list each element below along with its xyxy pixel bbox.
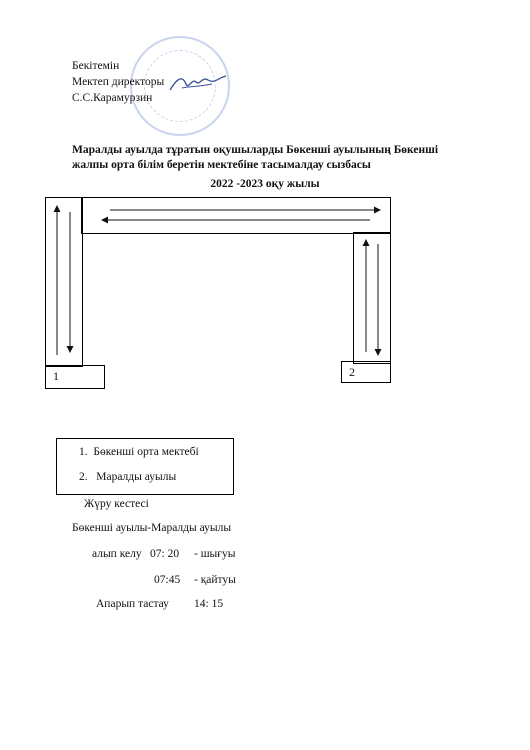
schedule-row-return-time: 07:45 — [154, 574, 181, 586]
title-line-1: Маралды ауылда тұратын оқушыларды Бөкенші ауылының Бөкенші — [72, 144, 439, 156]
title-line-2: жалпы орта білім беретін мектебіне тасымалдау сызбасы — [72, 159, 371, 171]
legend-item-number: 1. — [79, 446, 88, 458]
schedule-row-dropoff-time: 14: 15 — [194, 598, 224, 610]
schedule-row-dropoff-label: Апарып тастау — [96, 598, 169, 610]
legend-box — [56, 438, 234, 495]
stop-1-label: 1 — [45, 365, 105, 389]
legend-item — [79, 471, 176, 483]
schedule-row-pickup-time: 07: 20 — [150, 548, 180, 560]
legend-item — [79, 446, 199, 458]
schedule-heading: Жүру кестесі — [84, 498, 149, 510]
schedule-route: Бөкенші ауылы-Маралды ауылы — [72, 522, 232, 534]
legend-item-text: Маралды ауылы — [96, 471, 177, 483]
approval-approve: Бекітемін — [72, 60, 120, 72]
legend-item-number: 2. — [79, 471, 88, 483]
approval-name: С.С.Карамурзин — [72, 92, 153, 104]
schedule-row-pickup-note: - шығуы — [194, 548, 236, 560]
academic-year: 2022 -2023 оқу жылы — [210, 178, 320, 190]
schedule-row-pickup-label: алып келу — [92, 548, 142, 560]
schedule-row-return-note: - қайтуы — [194, 574, 236, 586]
legend-item-text: Бөкенші орта мектебі — [93, 446, 199, 458]
stop-2-label: 2 — [341, 361, 391, 383]
approval-position: Мектеп директоры — [72, 76, 165, 88]
